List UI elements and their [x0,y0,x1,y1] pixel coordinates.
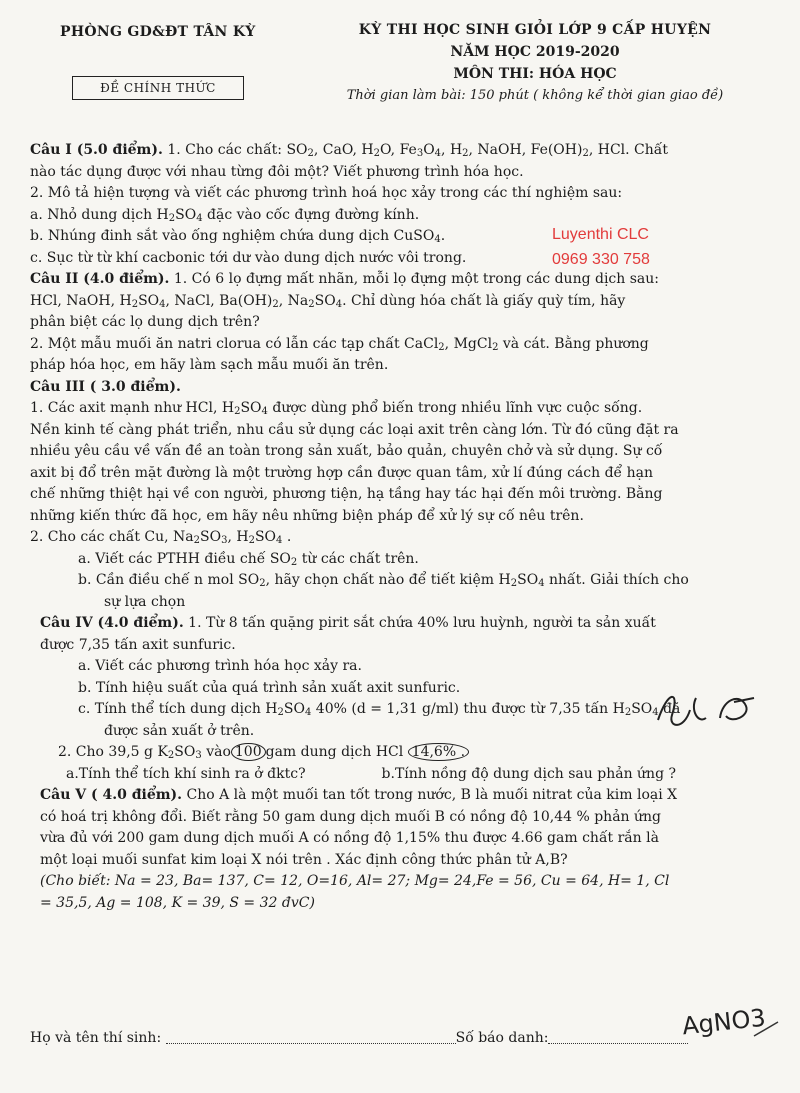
q3-heading: Câu III ( 3.0 điểm). [30,378,181,395]
q4-line1: Câu IV (4.0 điểm). 1. Từ 8 tấn quặng pirit sắt chứa 40% lưu huỳnh, người ta sản xuất [40,615,656,631]
q2-line3: phân biệt các lọ dung dịch trên? [30,314,260,330]
exam-subject: MÔN THI: HÓA HỌC [453,66,617,82]
q5-given-line1: (Cho biết: Na = 23, Ba= 137, C= 12, O=16, Al= 27; Mg= 24,Fe = 56, Cu = 64, H= 1, Cl [40,873,670,889]
q1-item-c: c. Sục từ từ khí cacbonic tới dư vào dung dịch nước vôi trong. [30,249,467,266]
q4-part2: 2. Cho 39,5 g $K_2SO_3$ vào 100 gam dung dịch HCl 14,6% . [30,742,770,764]
q1-heading: Câu I (5.0 điểm). [30,142,163,158]
q3-line3: nhiều yêu cầu về vấn đề an toàn trong sản xuất, bảo quản, chuyên chở và sử dụng. Sự cố [30,443,663,459]
q3-part2: 2. Cho các chất Cu, $Na_2SO_3$, $H_2SO_4$ . [30,529,292,546]
header-left [60,24,290,40]
q4-line2: được 7,35 tấn axit sunfuric. [40,636,236,653]
candidate-number-label: Số báo danh: [455,1030,549,1046]
candidate-name-line[interactable] [166,1043,456,1044]
q4-subquestions [30,764,676,786]
q5-line2: có hoá trị không đổi. Biết rằng 50 gam dung dịch muối B có nồng độ 10,44 % phản ứng [40,808,662,825]
q1-line1: Câu I (5.0 điểm). 1. Cho các chất: $SO_2$, CaO, $H_2O$, $Fe_3O_4$, $H_2$, NaOH, $Fe(OH)_2$, HCl. Chất [30,142,668,159]
q5-heading: Câu V ( 4.0 điểm). [40,787,183,803]
header-right [300,22,770,103]
q1-item-b: b. Nhúng đinh sắt vào ống nghiệm chứa dung dịch CuSO$_4$. [30,228,446,245]
q2-line1: Câu II (4.0 điểm). 1. Có 6 lọ đựng mất nhãn, mỗi lọ đựng một trong các dung dịch sau: [30,271,660,287]
q4-item-c-line2: được sản xuất ở trên. [104,722,255,739]
q1-part2: 2. Mô tả hiện tượng và viết các phương trình hoá học xảy trong các thí nghiệm sau: [30,185,623,201]
watermark-phone: 0969 330 758 [552,251,650,268]
q5-line4: một loại muối sunfat kim loại X nói trên . Xác định công thức phân tử A,B? [40,851,568,868]
exam-title: KỲ THI HỌC SINH GIỎI LỚP 9 CẤP HUYỆN [358,22,712,38]
q3-line2: Nền kinh tế càng phát triển, nhu cầu sử dụng các loại axit trên càng lớn. Từ đó cũng đặt ra [30,421,679,438]
q1-line2: nào tác dụng được với nhau từng đôi một? Viết phương trình hóa học. [30,163,524,180]
q3-item-b-line2: sự lựa chọn [104,593,186,610]
school-year: NĂM HỌC 2019-2020 [450,44,620,60]
q3-item-a: a. Viết các PTHH điều chế $SO_2$ từ các chất trên. [78,550,419,568]
exam-duration: Thời gian làm bài: 150 phút ( không kể thời gian giao đề) [346,88,724,103]
q3-line1: 1. Các axit mạnh như HCl, $H_2SO_4$ được dùng phổ biến trong nhiều lĩnh vực cuộc sống. [30,400,643,417]
q4-subq-a: a.Tính thể tích khí sinh ra ở đktc? [66,765,306,782]
q3-line6: những kiến thức đã học, em hãy nêu những biện pháp để xử lý sự cố nêu trên. [30,507,584,524]
q2-heading: Câu II (4.0 điểm). [30,271,170,287]
q2-part2: 2. Một mẫu muối ăn natri clorua có lẫn các tạp chất CaCl$_2$, MgCl$_2$ và cát. Bằng phương [30,335,649,353]
circled-mass: 100 [231,743,266,761]
department-name: PHÒNG GD&ĐT TÂN KỲ [60,24,256,40]
q4-heading: Câu IV (4.0 điểm). [40,615,184,631]
q2-part2-line2: pháp hóa học, em hãy làm sạch mẫu muối ăn trên. [30,357,389,373]
circled-concentration: 14,6% . [408,743,469,761]
handwritten-scribble [650,680,760,740]
q3-item-b: b. Cần điều chế n mol $SO_2$, hãy chọn chất nào để tiết kiệm $H_2SO_4$ nhất. Giải thích cho [78,572,689,589]
q1-item-a: a. Nhỏ dung dịch $H_2SO_4$ đặc vào cốc đựng đường kính. [30,206,420,224]
q4-item-b: b. Tính hiệu suất của quá trình sản xuất axit sunfuric. [78,679,461,696]
q4-item-a: a. Viết các phương trình hóa học xảy ra. [78,658,362,674]
candidate-info [30,1030,770,1046]
q3-line5: chế những thiệt hại về con người, phương tiện, hạ tầng hay tác hại đến môi trường. Bằng [30,486,663,502]
handwritten-note: AgNO3 [680,1003,767,1041]
q3-line4: axit bị đổ trên mặt đường là một trường hợp cần được quan tâm, xử lí đúng cách để hạn [30,464,653,481]
candidate-name-label: Họ và tên thí sinh: [30,1030,166,1046]
watermark-name: Luyenthi CLC [552,226,649,243]
q4-subq-b: b.Tính nồng độ dung dịch sau phản ứng ? [381,765,676,782]
q2-line2: HCl, NaOH, $H_2SO_4$, NaCl, $Ba(OH)_2$, $Na_2SO_4$. Chỉ dùng hóa chất là giấy quỳ tím, hãy [30,292,626,310]
official-exam-stamp: ĐỀ CHÍNH THỨC [72,76,244,100]
q5-line1: Câu V ( 4.0 điểm). Cho A là một muối tan tốt trong nước, B là muối nitrat của kim loại X [40,787,678,803]
candidate-number-line[interactable] [548,1043,688,1044]
q4-item-c: c. Tính thể tích dung dịch $H_2SO_4$ 40% (d = 1,31 g/ml) thu được từ 7,35 tấn $H_2SO_4$ đã [78,701,681,718]
exam-body [30,140,770,914]
q5-given-line2: = 35,5, Ag = 108, K = 39, S = 32 đvC) [40,894,315,911]
q5-line3: vừa đủ với 200 gam dung dịch muối A có nồng độ 1,15% thu được 4.66 gam chất rắn là [40,830,659,846]
